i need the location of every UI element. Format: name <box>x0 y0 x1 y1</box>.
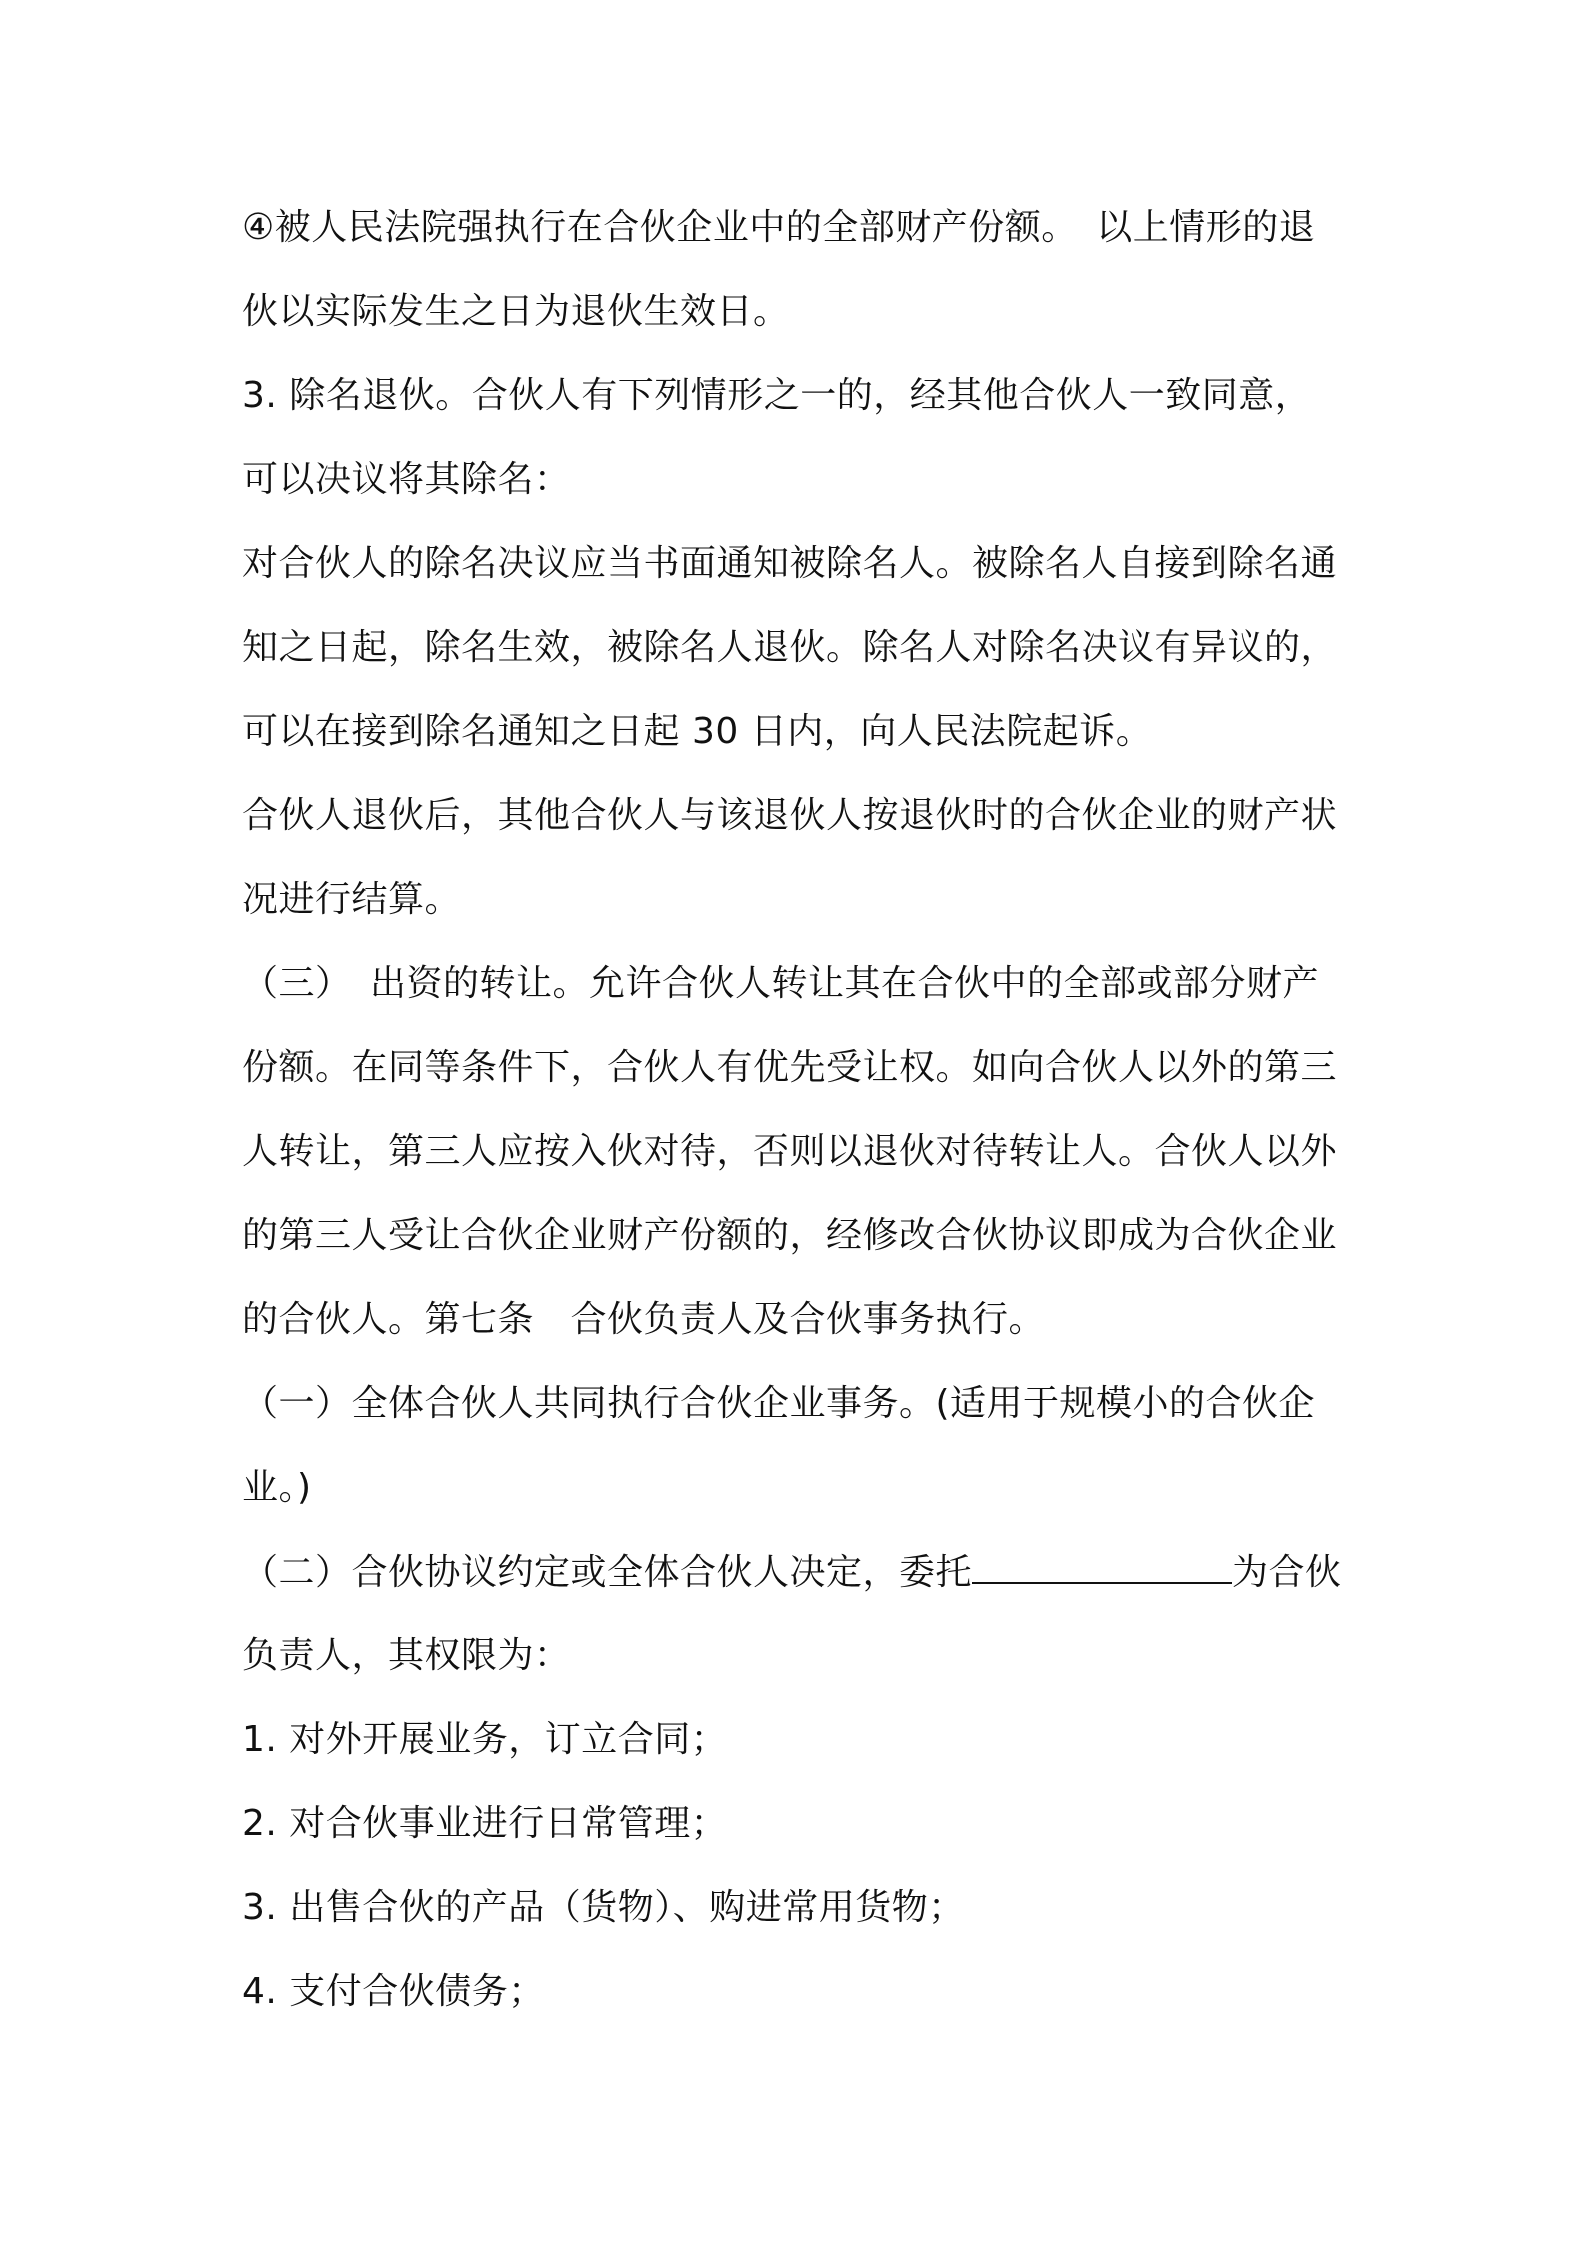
text-line-6: 知之日起，除名生效，被除名人退伙。除名人对除名决议有异议的， <box>242 627 1338 668</box>
list-item-2: 2. 对合伙事业进行日常管理； <box>242 1803 728 1844</box>
text-line-7: 可以在接到除名通知之日起 30 日内，向人民法院起诉。 <box>242 711 1153 752</box>
text-line-8: 合伙人退伙后，其他合伙人与该退伙人按退伙时的合伙企业的财产状 <box>242 795 1338 836</box>
text-line-14: 的合伙人。第七条 合伙负责人及合伙事务执行。 <box>242 1299 1046 1340</box>
list-item-3: 3. 出售合伙的产品（货物）、购进常用货物； <box>242 1887 965 1928</box>
text-line-17-after: 为合伙 <box>1232 1552 1342 1593</box>
text-line-16: 业。) <box>242 1467 312 1508</box>
text-line-10: （三） 出资的转让。允许合伙人转让其在合伙中的全部或部分财产 <box>242 963 1320 1004</box>
text-line-1: ④被人民法院强执行在合伙企业中的全部财产份额。 以上情形的退 <box>242 207 1316 248</box>
text-line-11: 份额。在同等条件下，合伙人有优先受让权。如向合伙人以外的第三 <box>242 1047 1338 1088</box>
fill-in-blank <box>972 1548 1232 1584</box>
text-line-13: 的第三人受让合伙企业财产份额的，经修改合伙协议即成为合伙企业 <box>242 1215 1338 1256</box>
text-line-4: 可以决议将其除名： <box>242 459 571 500</box>
text-line-15: （一）全体合伙人共同执行合伙企业事务。(适用于规模小的合伙企 <box>242 1383 1316 1424</box>
text-line-17-before: （二）合伙协议约定或全体合伙人决定，委托 <box>242 1552 973 1593</box>
text-line-2: 伙以实际发生之日为退伙生效日。 <box>242 291 790 332</box>
text-line-9: 况进行结算。 <box>242 879 462 920</box>
text-line-17 <box>242 1548 1362 1597</box>
list-item-1: 1. 对外开展业务，订立合同； <box>242 1719 728 1760</box>
text-line-5: 对合伙人的除名决议应当书面通知被除名人。被除名人自接到除名通 <box>242 543 1338 584</box>
text-line-12: 人转让，第三人应按入伙对待，否则以退伙对待转让人。合伙人以外 <box>242 1131 1338 1172</box>
text-line-3: 3. 除名退伙。合伙人有下列情形之一的，经其他合伙人一致同意， <box>242 375 1312 416</box>
text-line-18: 负责人，其权限为： <box>242 1635 571 1676</box>
list-item-4: 4. 支付合伙债务； <box>242 1971 545 2012</box>
